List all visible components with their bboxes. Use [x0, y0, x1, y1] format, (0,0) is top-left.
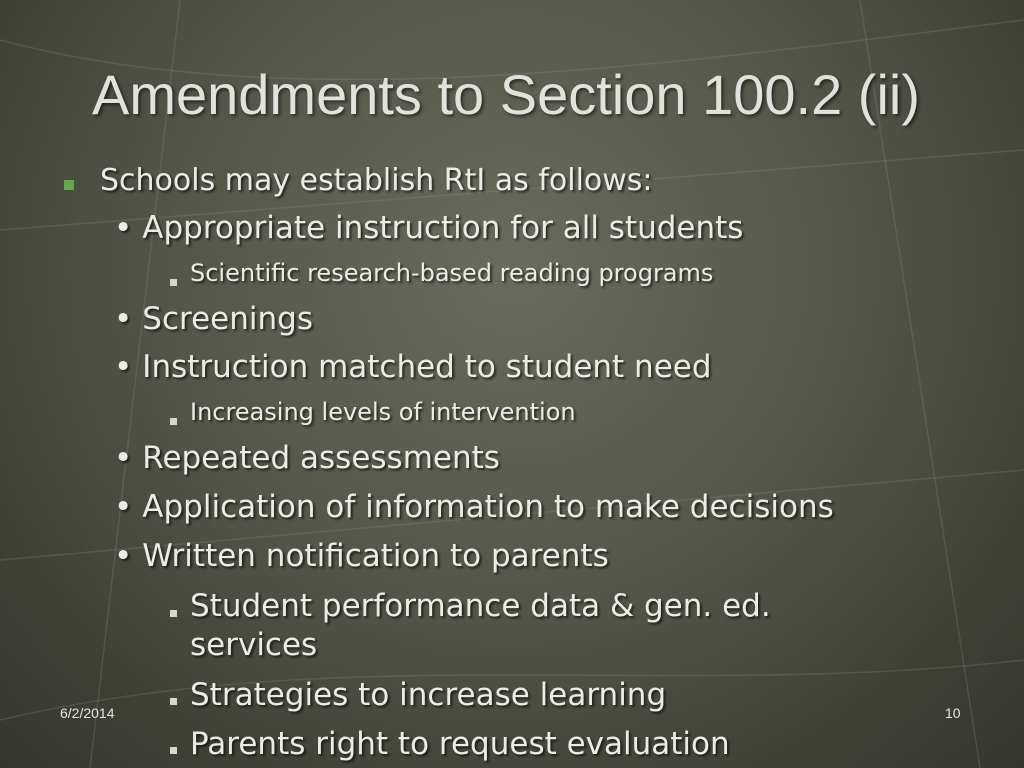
bullet-level3: Scientific research-based reading programs — [190, 259, 714, 287]
bullet-dot: • — [114, 440, 133, 476]
bullet-level2 — [114, 301, 313, 337]
bullet-text: Written notification to parents — [142, 538, 609, 574]
bullet-level3: Student performance data & gen. ed. — [190, 588, 771, 624]
bullet-level2 — [114, 210, 743, 246]
footer-date: 6/2/2014 — [60, 705, 115, 721]
level3-bullet-square — [170, 747, 177, 754]
bullet-dot: • — [114, 349, 133, 385]
level3-bullet-square — [170, 279, 177, 286]
bullet-dot: • — [114, 538, 133, 574]
level3-bullet-square — [170, 698, 177, 705]
page-number: 10 — [945, 705, 961, 721]
bullet-dot: • — [114, 301, 133, 337]
bullet-dot: • — [114, 489, 133, 525]
bullet-text: Appropriate instruction for all students — [142, 210, 744, 246]
bullet-level3: Increasing levels of intervention — [190, 398, 576, 426]
bullet-level2 — [114, 489, 834, 525]
bullet-text: Instruction matched to student need — [142, 349, 712, 385]
bullet-text: Repeated assessments — [142, 440, 500, 476]
bullet-level1: Schools may establish RtI as follows: — [100, 163, 653, 198]
bullet-text: Application of information to make decisions — [142, 489, 834, 525]
level1-bullet-square — [64, 180, 74, 190]
bullet-level3: Parents right to request evaluation — [190, 726, 730, 762]
level3-bullet-square — [170, 610, 177, 617]
level3-bullet-square — [170, 418, 177, 425]
bullet-level2 — [114, 538, 609, 574]
bullet-level3: Strategies to increase learning — [190, 677, 667, 713]
bullet-level3-continuation: services — [190, 627, 318, 663]
bullet-level2 — [114, 440, 500, 476]
slide-title: Amendments to Section 100.2 (ii) — [92, 63, 920, 126]
bullet-text: Screenings — [142, 301, 313, 337]
bullet-level2 — [114, 349, 712, 385]
bullet-dot: • — [114, 210, 133, 246]
